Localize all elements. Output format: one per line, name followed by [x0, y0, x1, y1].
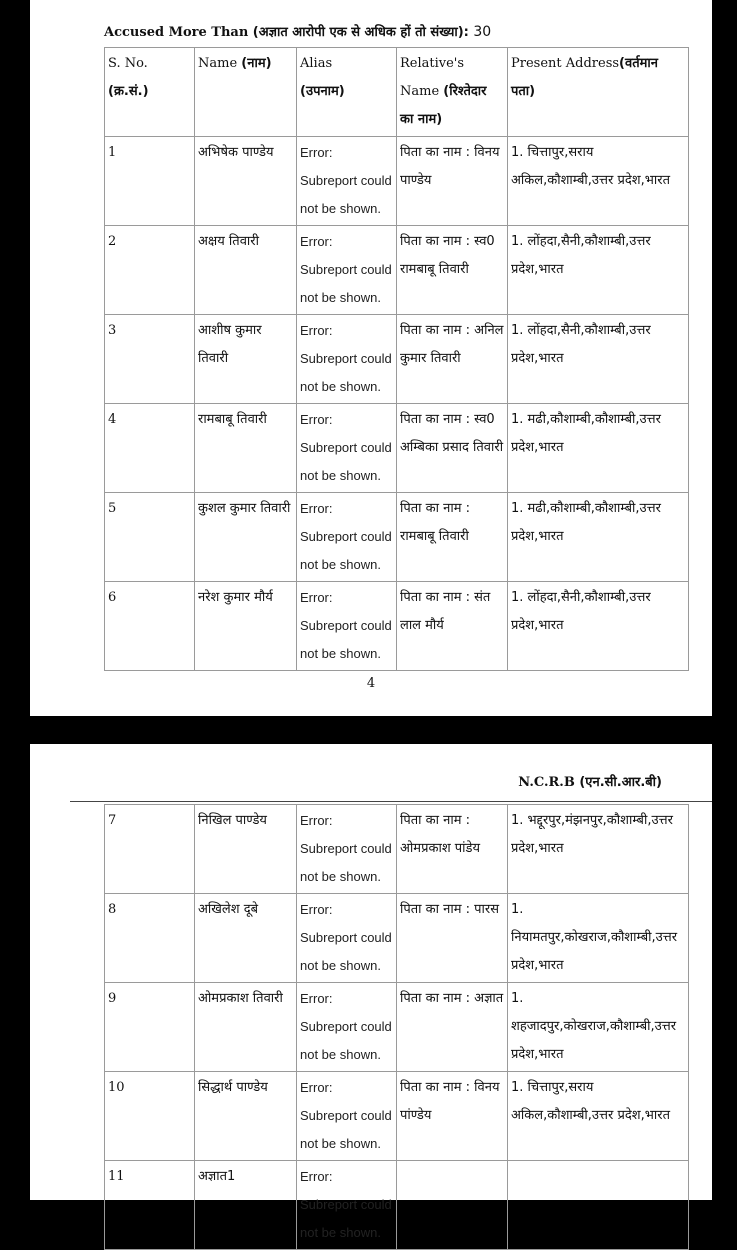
cell-relative: पिता का नाम : पारस — [397, 894, 508, 983]
col-header-alias — [297, 48, 397, 137]
col-header-relative — [397, 48, 508, 137]
cell-address: 1. चित्तापुर,सराय अकिल,कौशाम्बी,उत्तर प्रदेश,भारत — [508, 1072, 689, 1161]
table-row — [105, 805, 689, 894]
table-header-row — [105, 48, 689, 137]
cell-address: 1. मढी,कौशाम्बी,कौशाम्बी,उत्तर प्रदेश,भारत — [508, 404, 689, 493]
col-alias-hi: (उपनाम) — [300, 84, 345, 99]
cell-relative: पिता का नाम : ओमप्रकाश पांडेय — [397, 805, 508, 894]
cell-relative — [397, 1161, 508, 1250]
heading-english: Accused More Than — [104, 25, 249, 40]
cell-name: अभिषेक पाण्डेय — [195, 137, 297, 226]
cell-name: अज्ञात1 — [195, 1161, 297, 1250]
cell-relative: पिता का नाम : अज्ञात — [397, 983, 508, 1072]
table-row — [105, 983, 689, 1072]
cell-address: 1. चित्तापुर,सराय अकिल,कौशाम्बी,उत्तर प्रदेश,भारत — [508, 137, 689, 226]
cell-alias: Error: Subreport could not be shown. — [297, 226, 397, 315]
cell-name: ओमप्रकाश तिवारी — [195, 983, 297, 1072]
col-name-en: Name — [198, 56, 238, 71]
table-row — [105, 894, 689, 983]
cell-alias: Error: Subreport could not be shown. — [297, 315, 397, 404]
page-number: 4 — [366, 676, 376, 691]
cell-address: 1. लोंहदा,सैनी,कौशाम्बी,उत्तर प्रदेश,भारत — [508, 315, 689, 404]
col-address-en: Present Address — [511, 56, 620, 71]
cell-name: नरेश कुमार मौर्य — [195, 582, 297, 671]
cell-address — [508, 1161, 689, 1250]
cell-sno: 11 — [105, 1161, 195, 1250]
cell-alias: Error: Subreport could not be shown. — [297, 582, 397, 671]
col-sno-hi: (क्र.सं.) — [108, 84, 149, 99]
cell-address: 1. भद्दूरपुर,मंझनपुर,कौशाम्बी,उत्तर प्रदेश,भारत — [508, 805, 689, 894]
cell-name: आशीष कुमार तिवारी — [195, 315, 297, 404]
header-divider — [70, 801, 712, 802]
cell-name: सिद्धार्थ पाण्डेय — [195, 1072, 297, 1161]
cell-relative: पिता का नाम : स्व0 रामबाबू तिवारी — [397, 226, 508, 315]
cell-sno: 4 — [105, 404, 195, 493]
col-relative-hi: (रिश्तेदार का नाम) — [400, 84, 487, 127]
col-address-hi: (वर्तमान पता) — [511, 56, 658, 99]
table-row — [105, 1072, 689, 1161]
cell-name: अक्षय तिवारी — [195, 226, 297, 315]
cell-alias: Error: Subreport could not be shown. — [297, 805, 397, 894]
cell-address: 1. शहजादपुर,कोखराज,कौशाम्बी,उत्तर प्रदेश,भारत — [508, 983, 689, 1072]
cell-address: 1. मढी,कौशाम्बी,कौशाम्बी,उत्तर प्रदेश,भारत — [508, 493, 689, 582]
cell-alias: Error: Subreport could not be shown. — [297, 404, 397, 493]
cell-name: अखिलेश दूबे — [195, 894, 297, 983]
cell-relative: पिता का नाम : अनिल कुमार तिवारी — [397, 315, 508, 404]
col-alias-en: Alias — [300, 56, 333, 71]
ncrb-header — [518, 772, 662, 790]
cell-address: 1. नियामतपुर,कोखराज,कौशाम्बी,उत्तर प्रदेश,भारत — [508, 894, 689, 983]
table-row — [105, 1161, 689, 1250]
table-row — [105, 493, 689, 582]
col-header-address — [508, 48, 689, 137]
cell-address: 1. लोंहदा,सैनी,कौशाम्बी,उत्तर प्रदेश,भारत — [508, 226, 689, 315]
col-sno-en: S. No. — [108, 56, 148, 71]
col-relative-en: Relative's Name — [400, 56, 465, 99]
cell-relative: पिता का नाम : स्व0 अम्बिका प्रसाद तिवारी — [397, 404, 508, 493]
cell-alias: Error: Subreport could not be shown. — [297, 1072, 397, 1161]
cell-sno: 1 — [105, 137, 195, 226]
table-row — [105, 226, 689, 315]
cell-alias: Error: Subreport could not be shown. — [297, 1161, 397, 1250]
table-row — [105, 137, 689, 226]
cell-alias: Error: Subreport could not be shown. — [297, 983, 397, 1072]
document-page-5 — [30, 744, 712, 1240]
cell-name: रामबाबू तिवारी — [195, 404, 297, 493]
table-row — [105, 582, 689, 671]
ncrb-header-hi: (एन.सी.आर.बी) — [579, 775, 662, 790]
cell-sno: 8 — [105, 894, 195, 983]
cell-relative: पिता का नाम : संत लाल मौर्य — [397, 582, 508, 671]
cell-sno: 9 — [105, 983, 195, 1072]
cell-sno: 7 — [105, 805, 195, 894]
col-header-name — [195, 48, 297, 137]
heading-hindi: (अज्ञात आरोपी एक से अधिक हों तो संख्या): — [252, 25, 469, 40]
cell-relative: पिता का नाम : विनय पाण्डेय — [397, 137, 508, 226]
cell-name: कुशल कुमार तिवारी — [195, 493, 297, 582]
table-row — [105, 315, 689, 404]
cell-address: 1. लोंहदा,सैनी,कौशाम्बी,उत्तर प्रदेश,भारत — [508, 582, 689, 671]
accused-count-heading — [104, 22, 491, 40]
cell-relative: पिता का नाम : विनय पांण्डेय — [397, 1072, 508, 1161]
col-name-hi: (नाम) — [241, 56, 272, 71]
accused-table-continued — [104, 804, 689, 1250]
accused-table — [104, 47, 689, 671]
cell-alias: Error: Subreport could not be shown. — [297, 137, 397, 226]
accused-count: 30 — [473, 24, 492, 40]
cell-alias: Error: Subreport could not be shown. — [297, 493, 397, 582]
cell-relative: पिता का नाम : रामबाबू तिवारी — [397, 493, 508, 582]
document-page-4 — [30, 0, 712, 716]
ncrb-header-en: N.C.R.B — [518, 775, 575, 790]
cell-sno: 10 — [105, 1072, 195, 1161]
col-header-sno — [105, 48, 195, 137]
cell-alias: Error: Subreport could not be shown. — [297, 894, 397, 983]
table-row — [105, 404, 689, 493]
cell-sno: 3 — [105, 315, 195, 404]
cell-sno: 6 — [105, 582, 195, 671]
cell-sno: 2 — [105, 226, 195, 315]
cell-sno: 5 — [105, 493, 195, 582]
cell-name: निखिल पाण्डेय — [195, 805, 297, 894]
